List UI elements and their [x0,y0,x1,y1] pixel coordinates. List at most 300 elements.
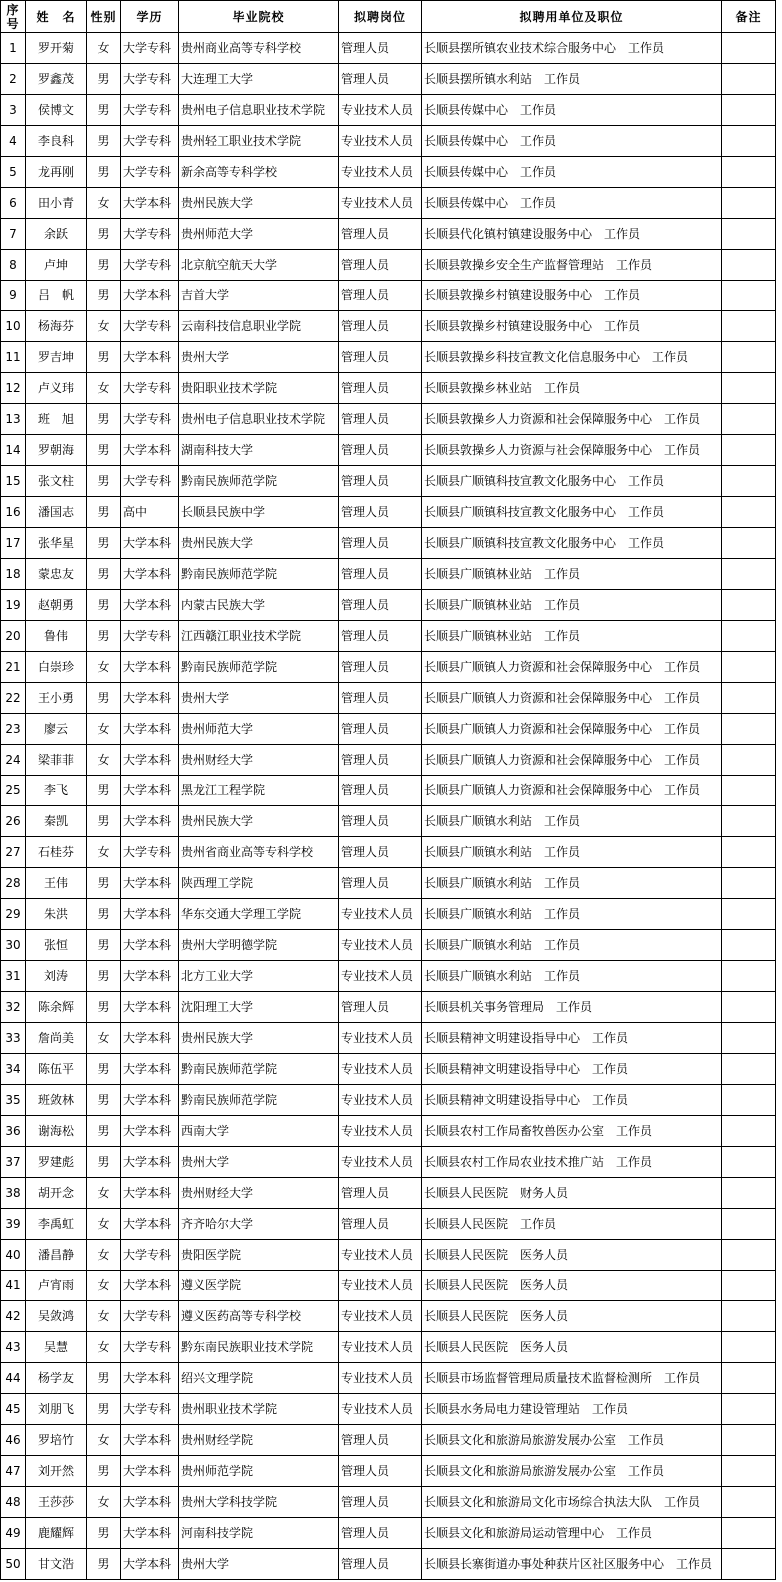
cell-post: 管理人员 [339,1425,422,1456]
cell-education: 大学专科 [121,63,179,94]
cell-seq: 23 [1,713,26,744]
cell-gender: 男 [87,1548,121,1579]
cell-education: 大学专科 [121,156,179,187]
cell-unit: 长顺县广顺镇水利站 工作员 [422,899,722,930]
cell-school: 湖南科技大学 [179,435,339,466]
cell-school: 黔东南民族职业技术学院 [179,1332,339,1363]
table-row [1,558,776,589]
cell-seq: 9 [1,280,26,311]
cell-post: 管理人员 [339,558,422,589]
cell-school: 贵州大学 [179,682,339,713]
cell-unit: 长顺县文化和旅游局旅游发展办公室 工作员 [422,1425,722,1456]
cell-post: 管理人员 [339,713,422,744]
cell-gender: 女 [87,1301,121,1332]
cell-gender: 男 [87,156,121,187]
cell-gender: 男 [87,342,121,373]
cell-school: 贵州财经大学 [179,744,339,775]
cell-education: 大学本科 [121,868,179,899]
table-row [1,33,776,64]
cell-gender: 男 [87,1363,121,1394]
table-row [1,1394,776,1425]
cell-education: 大学本科 [121,1084,179,1115]
cell-post: 管理人员 [339,1456,422,1487]
header-row [1,1,776,33]
table-row [1,1518,776,1549]
cell-gender: 女 [87,1177,121,1208]
cell-seq: 47 [1,1456,26,1487]
cell-name: 李飞 [26,775,87,806]
cell-name: 卢义玮 [26,373,87,404]
cell-post: 专业技术人员 [339,1332,422,1363]
cell-gender: 女 [87,651,121,682]
header-seq: 序号 [1,1,26,33]
cell-school: 贵阳职业技术学院 [179,373,339,404]
cell-unit: 长顺县广顺镇林业站 工作员 [422,589,722,620]
table-row [1,651,776,682]
cell-post: 管理人员 [339,620,422,651]
table-row [1,373,776,404]
cell-name: 罗吉坤 [26,342,87,373]
cell-education: 大学本科 [121,1487,179,1518]
table-row [1,1053,776,1084]
cell-note [722,63,776,94]
cell-education: 大学专科 [121,218,179,249]
cell-note [722,713,776,744]
table-row [1,1332,776,1363]
cell-post: 管理人员 [339,466,422,497]
cell-unit: 长顺县精神文明建设指导中心 工作员 [422,1053,722,1084]
cell-gender: 男 [87,63,121,94]
cell-education: 大学本科 [121,682,179,713]
cell-note [722,156,776,187]
cell-school: 云南科技信息职业学院 [179,311,339,342]
cell-school: 贵州大学科技学院 [179,1487,339,1518]
cell-name: 张华星 [26,528,87,559]
cell-gender: 男 [87,1146,121,1177]
cell-name: 詹尚美 [26,1023,87,1054]
cell-note [722,218,776,249]
cell-education: 大学专科 [121,1332,179,1363]
cell-school: 黔南民族师范学院 [179,1084,339,1115]
table-row [1,589,776,620]
cell-gender: 男 [87,435,121,466]
cell-note [722,961,776,992]
cell-seq: 50 [1,1548,26,1579]
table-row [1,713,776,744]
cell-name: 石桂芬 [26,837,87,868]
cell-gender: 女 [87,837,121,868]
cell-education: 大学本科 [121,806,179,837]
cell-note [722,125,776,156]
cell-education: 大学本科 [121,1023,179,1054]
cell-education: 大学本科 [121,1208,179,1239]
cell-education: 大学本科 [121,1270,179,1301]
cell-gender: 男 [87,775,121,806]
cell-school: 贵州财经学院 [179,1425,339,1456]
cell-gender: 女 [87,373,121,404]
cell-unit: 长顺县广顺镇水利站 工作员 [422,868,722,899]
cell-unit: 长顺县敦操乡村镇建设服务中心 工作员 [422,311,722,342]
cell-name: 胡开念 [26,1177,87,1208]
cell-gender: 男 [87,961,121,992]
cell-education: 大学本科 [121,1425,179,1456]
cell-school: 河南科技学院 [179,1518,339,1549]
cell-unit: 长顺县精神文明建设指导中心 工作员 [422,1084,722,1115]
cell-name: 罗鑫茂 [26,63,87,94]
cell-school: 北方工业大学 [179,961,339,992]
cell-unit: 长顺县敦操乡林业站 工作员 [422,373,722,404]
cell-gender: 女 [87,33,121,64]
cell-seq: 22 [1,682,26,713]
cell-school: 黔南民族师范学院 [179,558,339,589]
cell-post: 管理人员 [339,528,422,559]
cell-school: 沈阳理工大学 [179,992,339,1023]
table-row [1,1270,776,1301]
cell-school: 遵义医学院 [179,1270,339,1301]
cell-unit: 长顺县广顺镇水利站 工作员 [422,806,722,837]
cell-gender: 男 [87,1053,121,1084]
cell-unit: 长顺县长寨街道办事处种获片区社区服务中心 工作员 [422,1548,722,1579]
cell-school: 贵州轻工职业技术学院 [179,125,339,156]
cell-unit: 长顺县精神文明建设指导中心 工作员 [422,1023,722,1054]
cell-school: 北京航空航天大学 [179,249,339,280]
cell-gender: 男 [87,218,121,249]
cell-post: 专业技术人员 [339,1023,422,1054]
cell-note [722,1208,776,1239]
cell-post: 专业技术人员 [339,187,422,218]
cell-name: 田小青 [26,187,87,218]
cell-school: 黔南民族师范学院 [179,1053,339,1084]
cell-note [722,558,776,589]
cell-seq: 37 [1,1146,26,1177]
cell-seq: 10 [1,311,26,342]
cell-school: 贵州民族大学 [179,528,339,559]
header-post: 拟聘岗位 [339,1,422,33]
cell-school: 贵州师范学院 [179,1456,339,1487]
cell-seq: 48 [1,1487,26,1518]
cell-seq: 18 [1,558,26,589]
cell-unit: 长顺县传媒中心 工作员 [422,187,722,218]
cell-name: 梁菲菲 [26,744,87,775]
cell-unit: 长顺县文化和旅游局旅游发展办公室 工作员 [422,1456,722,1487]
cell-school: 新余高等专科学校 [179,156,339,187]
cell-post: 管理人员 [339,218,422,249]
cell-seq: 11 [1,342,26,373]
cell-unit: 长顺县广顺镇人力资源和社会保障服务中心 工作员 [422,744,722,775]
cell-post: 管理人员 [339,249,422,280]
cell-seq: 44 [1,1363,26,1394]
cell-note [722,373,776,404]
cell-gender: 女 [87,713,121,744]
cell-unit: 长顺县广顺镇水利站 工作员 [422,930,722,961]
cell-unit: 长顺县敦操乡安全生产监督管理站 工作员 [422,249,722,280]
cell-name: 卢宵雨 [26,1270,87,1301]
table-row [1,868,776,899]
cell-name: 刘朋飞 [26,1394,87,1425]
cell-seq: 20 [1,620,26,651]
cell-unit: 长顺县广顺镇水利站 工作员 [422,961,722,992]
cell-gender: 女 [87,1425,121,1456]
cell-note [722,33,776,64]
cell-seq: 1 [1,33,26,64]
cell-unit: 长顺县文化和旅游局文化市场综合执法大队 工作员 [422,1487,722,1518]
cell-seq: 16 [1,497,26,528]
cell-name: 李良科 [26,125,87,156]
cell-unit: 长顺县敦操乡人力资源与社会保障服务中心 工作员 [422,435,722,466]
cell-note [722,1270,776,1301]
cell-unit: 长顺县人民医院 财务人员 [422,1177,722,1208]
cell-school: 贵州商业高等专科学校 [179,33,339,64]
cell-name: 罗朝海 [26,435,87,466]
cell-post: 管理人员 [339,404,422,435]
cell-note [722,1177,776,1208]
cell-name: 谢海松 [26,1115,87,1146]
cell-seq: 15 [1,466,26,497]
cell-note [722,868,776,899]
cell-education: 大学本科 [121,589,179,620]
cell-post: 管理人员 [339,373,422,404]
cell-seq: 25 [1,775,26,806]
cell-education: 大学本科 [121,1456,179,1487]
cell-education: 大学本科 [121,280,179,311]
cell-post: 专业技术人员 [339,94,422,125]
cell-note [722,1115,776,1146]
cell-note [722,930,776,961]
table-row [1,744,776,775]
cell-education: 大学本科 [121,528,179,559]
cell-education: 大学本科 [121,1548,179,1579]
cell-unit: 长顺县代化镇村镇建设服务中心 工作员 [422,218,722,249]
cell-education: 大学本科 [121,713,179,744]
cell-post: 专业技术人员 [339,125,422,156]
cell-gender: 女 [87,1208,121,1239]
cell-gender: 男 [87,404,121,435]
cell-gender: 男 [87,558,121,589]
cell-unit: 长顺县广顺镇水利站 工作员 [422,837,722,868]
cell-education: 大学专科 [121,1239,179,1270]
cell-gender: 男 [87,466,121,497]
cell-gender: 女 [87,187,121,218]
table-row [1,1084,776,1115]
cell-unit: 长顺县摆所镇水利站 工作员 [422,63,722,94]
cell-unit: 长顺县机关事务管理局 工作员 [422,992,722,1023]
cell-school: 贵州大学明德学院 [179,930,339,961]
cell-gender: 男 [87,868,121,899]
cell-gender: 男 [87,1084,121,1115]
cell-seq: 46 [1,1425,26,1456]
cell-seq: 12 [1,373,26,404]
cell-name: 张文柱 [26,466,87,497]
cell-name: 陈余辉 [26,992,87,1023]
cell-gender: 男 [87,589,121,620]
cell-post: 管理人员 [339,342,422,373]
cell-gender: 男 [87,620,121,651]
cell-seq: 19 [1,589,26,620]
cell-education: 大学专科 [121,620,179,651]
cell-seq: 6 [1,187,26,218]
cell-seq: 43 [1,1332,26,1363]
cell-name: 张恒 [26,930,87,961]
cell-school: 江西赣江职业技术学院 [179,620,339,651]
cell-education: 大学本科 [121,775,179,806]
cell-gender: 男 [87,497,121,528]
cell-name: 吴敛鸿 [26,1301,87,1332]
header-unit: 拟聘用单位及职位 [422,1,722,33]
cell-seq: 2 [1,63,26,94]
cell-name: 罗建彪 [26,1146,87,1177]
cell-education: 大学本科 [121,930,179,961]
cell-school: 吉首大学 [179,280,339,311]
table-row [1,94,776,125]
cell-name: 侯博文 [26,94,87,125]
cell-post: 管理人员 [339,1177,422,1208]
cell-post: 管理人员 [339,497,422,528]
cell-education: 大学本科 [121,435,179,466]
cell-education: 大学本科 [121,558,179,589]
cell-seq: 38 [1,1177,26,1208]
cell-education: 大学专科 [121,1394,179,1425]
table-row [1,466,776,497]
cell-gender: 女 [87,1270,121,1301]
table-row [1,218,776,249]
cell-gender: 女 [87,1239,121,1270]
cell-name: 潘国志 [26,497,87,528]
cell-note [722,1363,776,1394]
table-row [1,63,776,94]
cell-education: 大学专科 [121,33,179,64]
cell-note [722,311,776,342]
cell-note [722,1023,776,1054]
cell-seq: 45 [1,1394,26,1425]
cell-note [722,435,776,466]
cell-post: 专业技术人员 [339,1084,422,1115]
cell-name: 龙再刚 [26,156,87,187]
cell-education: 大学本科 [121,992,179,1023]
cell-school: 贵阳医学院 [179,1239,339,1270]
cell-education: 高中 [121,497,179,528]
cell-education: 大学专科 [121,1301,179,1332]
cell-unit: 长顺县传媒中心 工作员 [422,94,722,125]
header-note: 备注 [722,1,776,33]
cell-post: 专业技术人员 [339,961,422,992]
cell-unit: 长顺县人民医院 医务人员 [422,1301,722,1332]
cell-gender: 男 [87,930,121,961]
cell-education: 大学本科 [121,651,179,682]
table-row [1,620,776,651]
cell-school: 贵州电子信息职业技术学院 [179,404,339,435]
cell-gender: 男 [87,992,121,1023]
cell-gender: 男 [87,280,121,311]
cell-seq: 17 [1,528,26,559]
table-row [1,528,776,559]
cell-unit: 长顺县农村工作局畜牧兽医办公室 工作员 [422,1115,722,1146]
cell-name: 李禹虹 [26,1208,87,1239]
cell-education: 大学专科 [121,466,179,497]
cell-education: 大学专科 [121,249,179,280]
cell-note [722,1487,776,1518]
cell-name: 王莎莎 [26,1487,87,1518]
cell-seq: 27 [1,837,26,868]
cell-note [722,620,776,651]
cell-education: 大学专科 [121,373,179,404]
cell-name: 廖云 [26,713,87,744]
cell-school: 大连理工大学 [179,63,339,94]
cell-post: 管理人员 [339,682,422,713]
cell-post: 专业技术人员 [339,1239,422,1270]
cell-gender: 男 [87,682,121,713]
cell-seq: 41 [1,1270,26,1301]
cell-post: 专业技术人员 [339,1146,422,1177]
cell-note [722,280,776,311]
cell-post: 管理人员 [339,280,422,311]
cell-note [722,1548,776,1579]
cell-education: 大学专科 [121,94,179,125]
cell-unit: 长顺县文化和旅游局运动管理中心 工作员 [422,1518,722,1549]
cell-gender: 男 [87,1518,121,1549]
cell-note [722,775,776,806]
cell-note [722,589,776,620]
cell-post: 管理人员 [339,435,422,466]
cell-school: 贵州大学 [179,1548,339,1579]
cell-seq: 33 [1,1023,26,1054]
cell-post: 专业技术人员 [339,1115,422,1146]
cell-note [722,744,776,775]
cell-education: 大学专科 [121,311,179,342]
cell-note [722,187,776,218]
table-row [1,1177,776,1208]
cell-gender: 女 [87,744,121,775]
cell-name: 吴慧 [26,1332,87,1363]
cell-name: 赵朝勇 [26,589,87,620]
cell-name: 秦凯 [26,806,87,837]
cell-school: 西南大学 [179,1115,339,1146]
cell-post: 专业技术人员 [339,1270,422,1301]
cell-note [722,342,776,373]
cell-seq: 7 [1,218,26,249]
cell-post: 管理人员 [339,868,422,899]
table-row [1,187,776,218]
cell-name: 吕 帆 [26,280,87,311]
cell-seq: 3 [1,94,26,125]
cell-note [722,1301,776,1332]
cell-gender: 男 [87,1456,121,1487]
table-row [1,1115,776,1146]
cell-seq: 29 [1,899,26,930]
cell-school: 贵州师范大学 [179,713,339,744]
table-row [1,249,776,280]
cell-school: 贵州民族大学 [179,1023,339,1054]
cell-gender: 男 [87,1394,121,1425]
cell-unit: 长顺县人民医院 医务人员 [422,1332,722,1363]
cell-post: 管理人员 [339,63,422,94]
table-row [1,682,776,713]
cell-gender: 男 [87,1115,121,1146]
cell-name: 罗开菊 [26,33,87,64]
cell-seq: 21 [1,651,26,682]
table-row [1,311,776,342]
table-row [1,930,776,961]
cell-seq: 26 [1,806,26,837]
cell-gender: 女 [87,1487,121,1518]
cell-note [722,497,776,528]
cell-gender: 男 [87,125,121,156]
cell-note [722,466,776,497]
cell-education: 大学本科 [121,1115,179,1146]
cell-unit: 长顺县人民医院 医务人员 [422,1270,722,1301]
table-row [1,1456,776,1487]
cell-unit: 长顺县广顺镇林业站 工作员 [422,558,722,589]
cell-school: 黔南民族师范学院 [179,651,339,682]
